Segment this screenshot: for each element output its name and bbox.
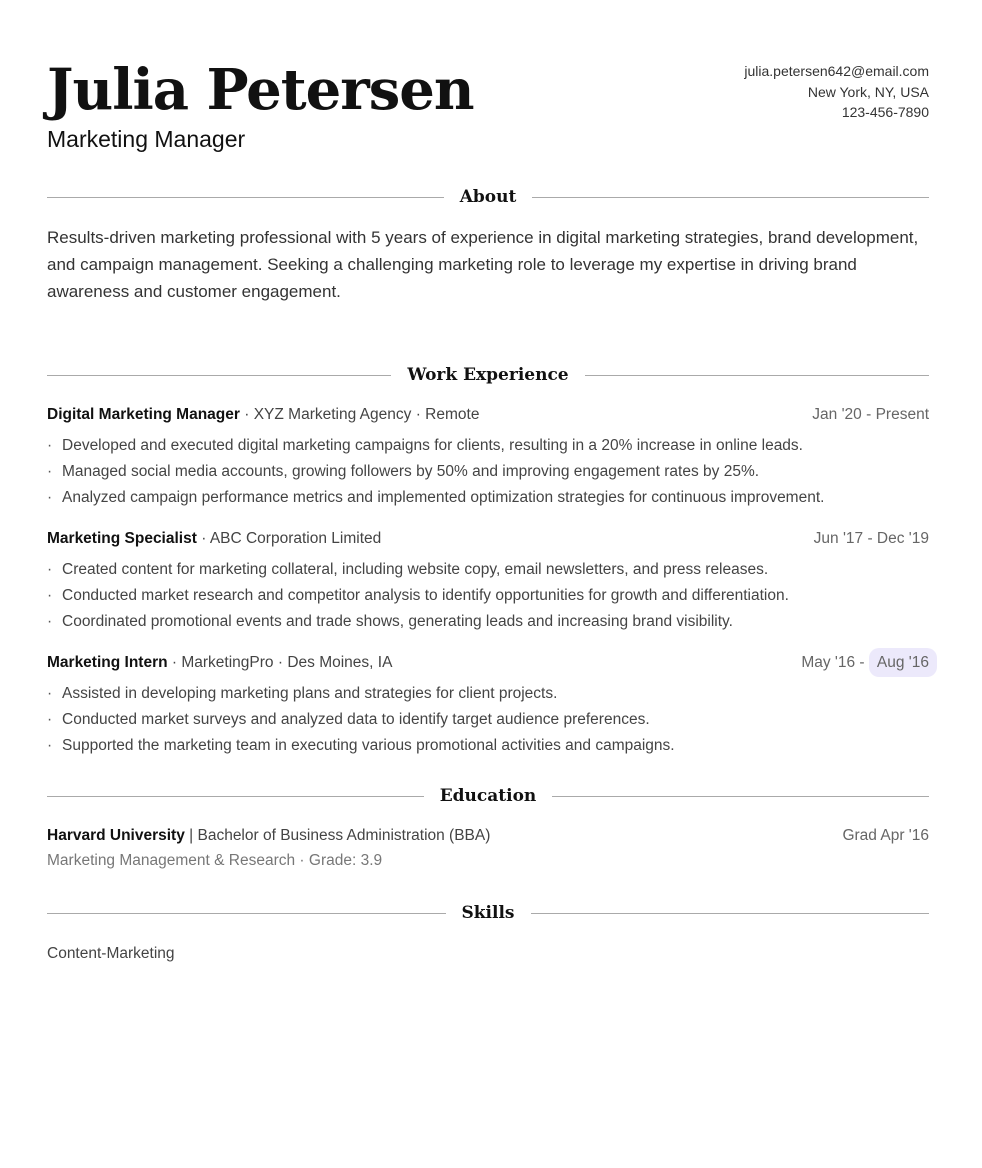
education-date: Grad Apr '16 xyxy=(842,827,929,844)
divider-line xyxy=(47,197,444,198)
list-item: · Managed social media accounts, growing followers by 50% and improving engagement rates by 25%. xyxy=(47,463,760,480)
resume-header xyxy=(47,0,929,160)
job-header: Digital Marketing Manager · XYZ Marketing Agency · Remote Jan '20 - Present xyxy=(47,404,929,426)
section-title-about: About xyxy=(459,187,517,207)
list-item: · Coordinated promotional events and trade shows, generating leads and increasing brand visibility. xyxy=(47,613,733,630)
section-title-skills: Skills xyxy=(461,903,515,923)
education-details: Marketing Management & Research · Grade: 3.9 xyxy=(47,852,383,869)
job-header: Marketing Intern · MarketingPro · Des Moines, IA May '16 - Aug '16 xyxy=(47,652,929,674)
skills-list: Content-Marketing xyxy=(47,945,175,962)
contact-location: New York, NY, USA xyxy=(807,83,929,100)
education-heading xyxy=(47,783,929,809)
candidate-name: Julia Petersen xyxy=(47,57,474,123)
divider-line xyxy=(47,913,446,914)
job-entry xyxy=(47,652,929,759)
about-text: Results-driven marketing professional with 5 years of experience in digital marketing strategies, brand development, and campaign management. Seeking a challenging marketing role to leverage my expertise in driving brand awareness and customer engagement. xyxy=(47,228,919,301)
job-date: Jan '20 - Present xyxy=(812,406,929,423)
highlighted-date: Aug '16 xyxy=(869,648,937,677)
list-item: · Conducted market research and competitor analysis to identify opportunities for growth and differentiation. xyxy=(47,587,789,604)
divider-line xyxy=(532,197,929,198)
contact-block xyxy=(744,61,929,123)
job-role: Digital Marketing Manager xyxy=(47,406,240,423)
job-date: May '16 - Aug '16 xyxy=(801,652,929,674)
section-title-education: Education xyxy=(439,786,537,806)
job-company: MarketingPro xyxy=(181,654,274,671)
list-item: · Developed and executed digital marketing campaigns for clients, resulting in a 20% increase in online leads. xyxy=(47,437,803,454)
about-heading xyxy=(47,184,929,210)
list-item: · Created content for marketing collateral, including website copy, email newsletters, and press releases. xyxy=(47,561,769,578)
job-header: Marketing Specialist · ABC Corporation Limited Jun '17 - Dec '19 xyxy=(47,528,929,550)
job-location: Remote xyxy=(425,406,480,423)
divider-line xyxy=(585,375,929,376)
list-item: · Assisted in developing marketing plans and strategies for client projects. xyxy=(47,685,558,702)
education-school: Harvard University xyxy=(47,827,185,844)
candidate-title: Marketing Manager xyxy=(47,126,246,152)
list-item: · Analyzed campaign performance metrics and implemented optimization strategies for continuous improvement. xyxy=(47,489,825,506)
section-title-work: Work Experience xyxy=(407,365,569,385)
job-bullets xyxy=(47,557,929,635)
job-location: Des Moines, IA xyxy=(287,654,393,671)
job-entry xyxy=(47,404,929,511)
job-entry xyxy=(47,528,929,635)
job-bullets xyxy=(47,681,929,759)
work-heading xyxy=(47,362,929,388)
education-entry xyxy=(47,825,929,873)
job-company: ABC Corporation Limited xyxy=(209,530,382,547)
resume-page xyxy=(47,0,929,962)
list-item: · Supported the marketing team in executing various promotional activities and campaigns. xyxy=(47,737,675,754)
job-company: XYZ Marketing Agency xyxy=(253,406,412,423)
contact-phone[interactable]: 123-456-7890 xyxy=(841,104,929,120)
job-bullets xyxy=(47,433,929,511)
divider-line xyxy=(531,913,930,914)
divider-line xyxy=(552,796,929,797)
divider-line xyxy=(47,375,391,376)
education-header: Harvard University | Bachelor of Business Administration (BBA) Grad Apr '16 xyxy=(47,825,929,847)
skills-heading xyxy=(47,900,929,926)
contact-email[interactable]: julia.petersen642@email.com xyxy=(744,63,929,79)
list-item: · Conducted market surveys and analyzed data to identify target audience preferences. xyxy=(47,711,650,728)
job-role: Marketing Intern xyxy=(47,654,168,671)
job-date: Jun '17 - Dec '19 xyxy=(813,530,929,547)
education-degree: Bachelor of Business Administration (BBA) xyxy=(197,827,491,844)
divider-line xyxy=(47,796,424,797)
job-role: Marketing Specialist xyxy=(47,530,197,547)
